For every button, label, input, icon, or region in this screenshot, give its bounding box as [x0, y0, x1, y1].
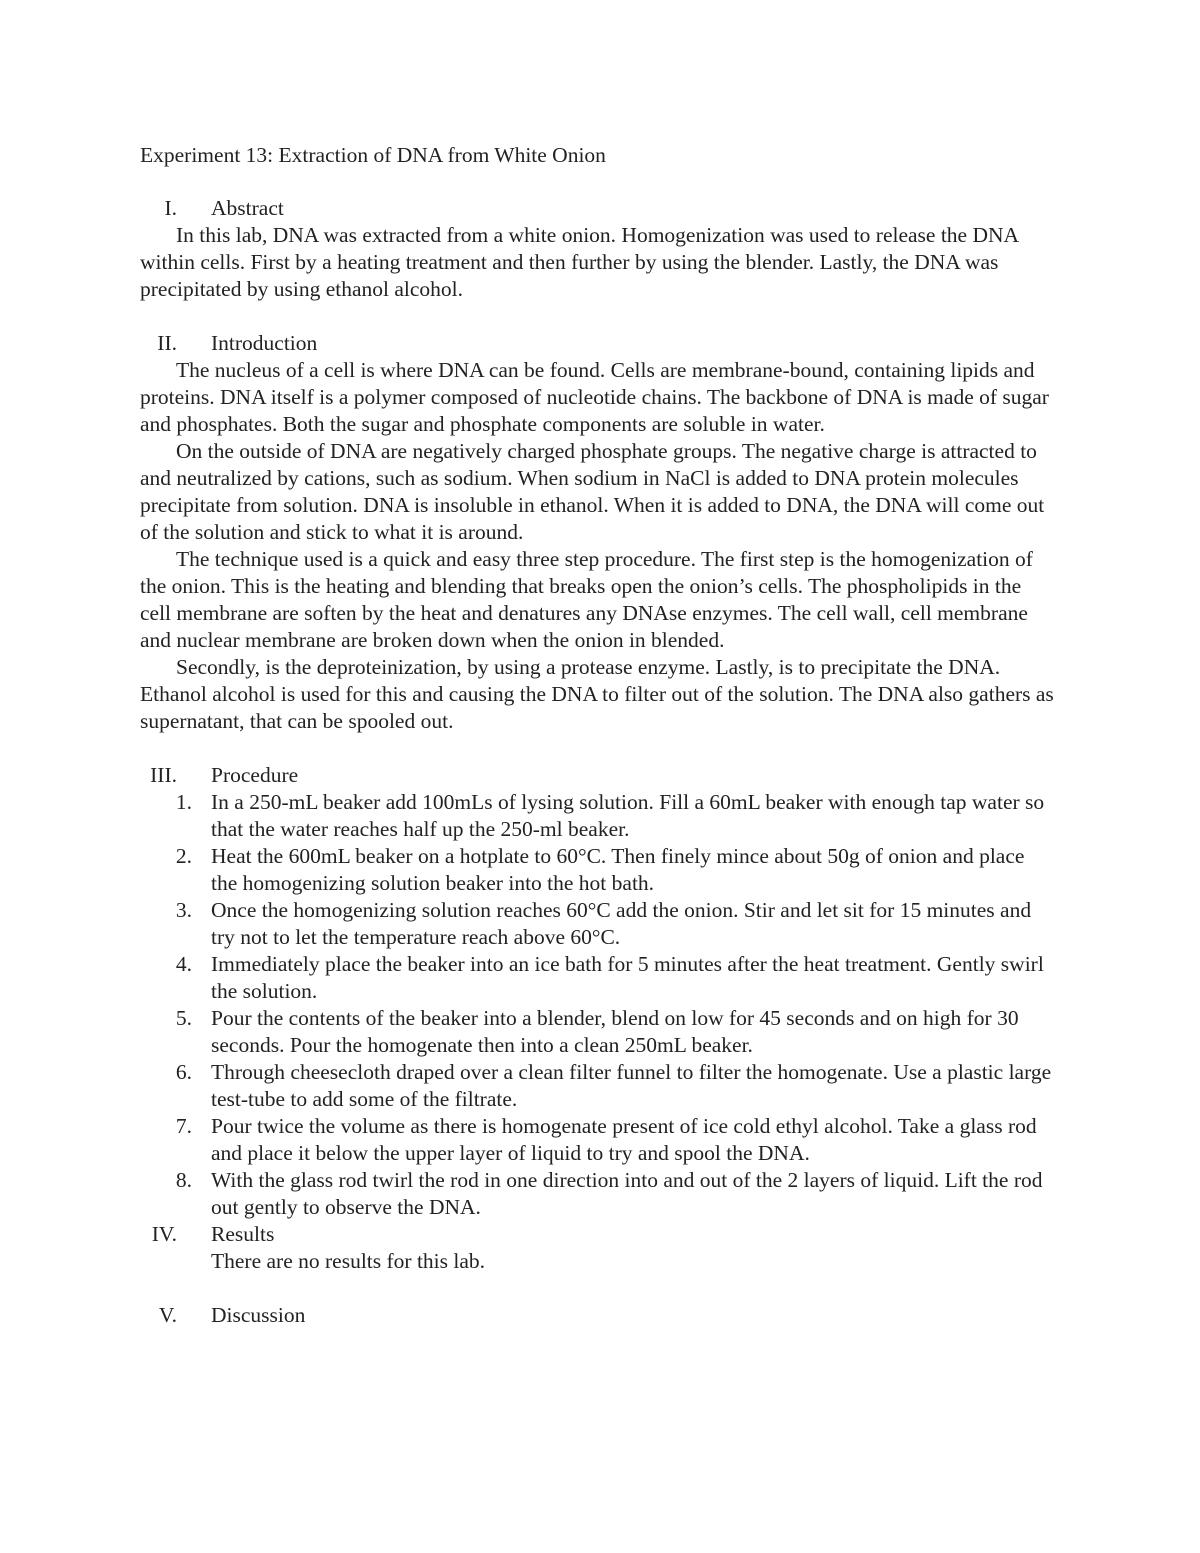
- step-text: Heat the 600mL beaker on a hotplate to 60°C. Then finely mince about 50g of onion and place the homogenizing solution beaker into the hot bath.: [211, 844, 1025, 895]
- abstract-paragraph: In this lab, DNA was extracted from a white onion. Homogenization was used to release the DNA within cells. First by a heating treatment and then further by using the blender. Lastly, the DNA was precipitated by using ethanol alcohol.: [140, 223, 1018, 301]
- procedure-step: [140, 1005, 1055, 1059]
- introduction-paragraph: On the outside of DNA are negatively charged phosphate groups. The negative charge is attracted to and neutralized by cations, such as sodium. When sodium in NaCl is added to DNA protein molecules precipitate from solution. DNA is insoluble in ethanol. When it is added to DNA, the DNA will come out of the solution and stick to what it is around.: [140, 439, 1045, 544]
- introduction-paragraph: Secondly, is the deproteinization, by using a protease enzyme. Lastly, is to precipitate the DNA. Ethanol alcohol is used for this and causing the DNA to filter out of the solution. The DNA also gathers as supernatant, that can be spooled out.: [140, 655, 1054, 733]
- section-heading: [140, 1302, 1055, 1329]
- section-numeral: II.: [157, 331, 177, 355]
- introduction-paragraph: The nucleus of a cell is where DNA can be found. Cells are membrane-bound, containing lipids and proteins. DNA itself is a polymer composed of nucleotide chains. The backbone of DNA is made of sugar and phosphates. Both the sugar and phosphate components are soluble in water.: [140, 358, 1049, 436]
- procedure-step: [140, 897, 1055, 951]
- step-number: 5.: [175, 1006, 192, 1030]
- procedure-step: [140, 951, 1055, 1005]
- step-number: 8.: [175, 1168, 192, 1192]
- step-text: In a 250-mL beaker add 100mLs of lysing solution. Fill a 60mL beaker with enough tap water so that the water reaches half up the 250-ml beaker.: [211, 790, 1045, 841]
- section-title: Abstract: [211, 196, 284, 220]
- step-text: Pour the contents of the beaker into a blender, blend on low for 45 seconds and on high for 30 seconds. Pour the homogenate then into a clean 250mL beaker.: [211, 1006, 1019, 1057]
- section-heading: [140, 330, 1055, 357]
- section-introduction: [140, 330, 1055, 735]
- section-heading: [140, 195, 1055, 222]
- procedure-step: [140, 1113, 1055, 1167]
- procedure-step: [140, 789, 1055, 843]
- procedure-step: [140, 1167, 1055, 1221]
- section-heading: [140, 1221, 1055, 1248]
- section-heading: [140, 762, 1055, 789]
- section-title: Results: [211, 1222, 275, 1246]
- step-number: 6.: [175, 1060, 192, 1084]
- section-numeral: III.: [150, 763, 177, 787]
- document-body: [140, 142, 1055, 1329]
- step-text: Once the homogenizing solution reaches 60°C add the onion. Stir and let sit for 15 minutes and try not to let the temperature reach above 60°C.: [211, 898, 1032, 949]
- section-title: Procedure: [211, 763, 299, 787]
- procedure-steps: [140, 789, 1055, 1221]
- section-abstract: [140, 195, 1055, 303]
- step-text: Immediately place the beaker into an ice bath for 5 minutes after the heat treatment. Gently swirl the solution.: [211, 952, 1044, 1003]
- step-text: Through cheesecloth draped over a clean filter funnel to filter the homogenate. Use a plastic large test-tube to add some of the filtrate.: [211, 1060, 1052, 1111]
- procedure-step: [140, 843, 1055, 897]
- document-title: Experiment 13: Extraction of DNA from White Onion: [140, 143, 606, 167]
- section-numeral: I.: [164, 196, 177, 220]
- step-text: With the glass rod twirl the rod in one direction into and out of the 2 layers of liquid. Lift the rod out gently to observe the DNA.: [211, 1168, 1043, 1219]
- section-results: [140, 1221, 1055, 1275]
- section-title: Discussion: [211, 1303, 306, 1327]
- results-text: There are no results for this lab.: [211, 1249, 486, 1273]
- step-text: Pour twice the volume as there is homogenate present of ice cold ethyl alcohol. Take a glass rod and place it below the upper layer of liquid to try and spool the DNA.: [211, 1114, 1037, 1165]
- introduction-paragraph: The technique used is a quick and easy three step procedure. The first step is the homogenization of the onion. This is the heating and blending that breaks open the onion’s cells. The phospholipids in the cell membrane are soften by the heat and denatures any DNAse enzymes. The cell wall, cell membrane and nuclear membrane are broken down when the onion in blended.: [140, 547, 1033, 652]
- step-number: 7.: [175, 1114, 192, 1138]
- step-number: 4.: [175, 952, 192, 976]
- section-discussion: [140, 1302, 1055, 1329]
- step-number: 3.: [175, 898, 192, 922]
- section-procedure: [140, 762, 1055, 1221]
- section-numeral: V.: [158, 1303, 177, 1327]
- procedure-step: [140, 1059, 1055, 1113]
- step-number: 2.: [175, 844, 192, 868]
- step-number: 1.: [175, 790, 192, 814]
- section-title: Introduction: [211, 331, 318, 355]
- section-numeral: IV.: [151, 1222, 177, 1246]
